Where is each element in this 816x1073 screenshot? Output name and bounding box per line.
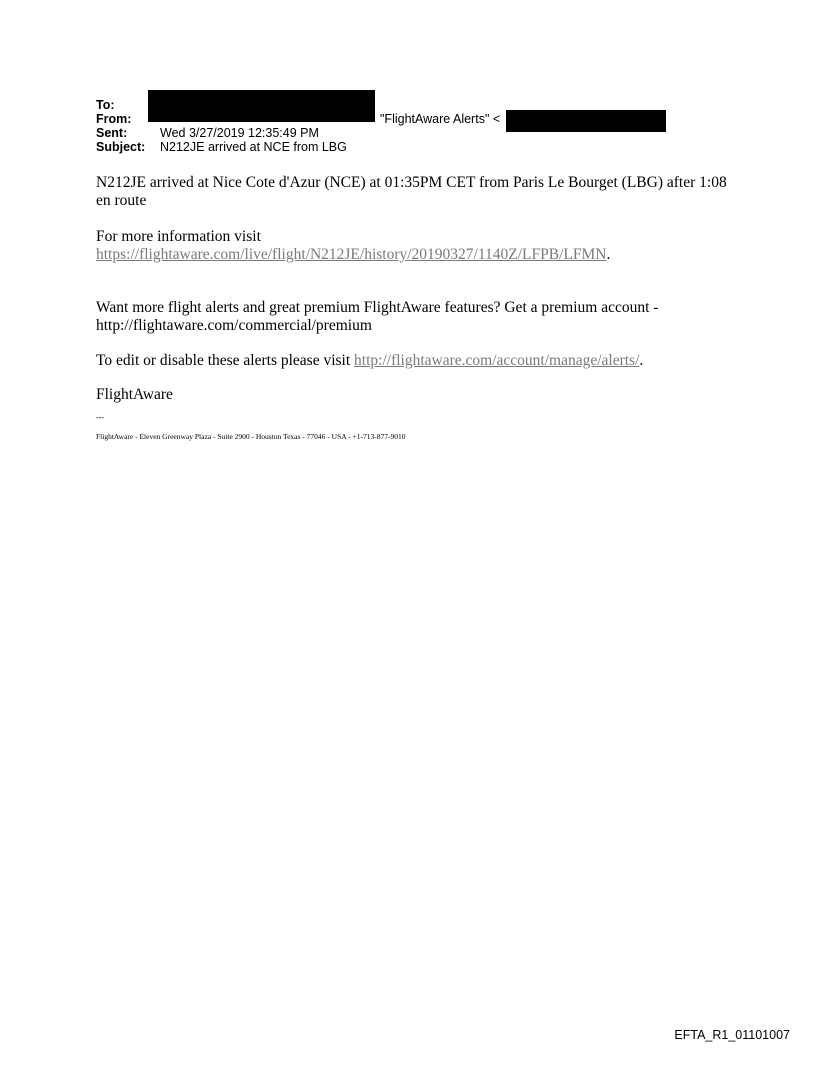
arrival-paragraph: N212JE arrived at Nice Cote d'Azur (NCE) at 01:35PM CET from Paris Le Bourget (LBG) after 1:08 en route: [96, 174, 727, 209]
subject-value: N212JE arrived at NCE from LBG: [160, 140, 347, 154]
header-to-row: [96, 98, 115, 112]
redaction-box-to: [148, 90, 375, 122]
header-from-row: [96, 112, 131, 126]
more-info-paragraph: [96, 228, 736, 264]
edit-alerts-paragraph: [96, 352, 736, 370]
flight-history-link[interactable]: https://flightaware.com/live/flight/N212JE/history/20190327/1140Z/LFPB/LFMN: [96, 246, 607, 263]
more-info-label: For more information visit: [96, 228, 261, 245]
header-subject-row: [96, 140, 396, 154]
redaction-box-from-address: [506, 110, 666, 132]
sent-label: Sent:: [96, 126, 128, 140]
to-label: To:: [96, 98, 115, 112]
manage-alerts-link[interactable]: http://flightaware.com/account/manage/alerts/: [354, 352, 640, 369]
footer-address: FlightAware - Eleven Greenway Plaza - Suite 2900 - Houston Texas - 77046 - USA - +1-713-877-9010: [96, 432, 406, 441]
more-info-period: .: [606, 246, 611, 263]
edit-alerts-prefix: To edit or disable these alerts please visit: [96, 352, 355, 369]
edit-alerts-period: .: [639, 352, 644, 369]
signature: FlightAware: [96, 386, 173, 403]
premium-paragraph: Want more flight alerts and great premium FlightAware features? Get a premium account - http://flightaware.com/commercial/premium: [96, 299, 659, 334]
from-label: From:: [96, 112, 132, 126]
sent-value: Wed 3/27/2019 12:35:49 PM: [160, 126, 319, 140]
from-display-name: "FlightAware Alerts" <: [380, 112, 501, 126]
header-sent-row: [96, 126, 396, 140]
subject-label: Subject:: [96, 140, 146, 154]
document-id: EFTA_R1_01101007: [674, 1028, 790, 1042]
footer-separator: ---: [96, 413, 104, 422]
